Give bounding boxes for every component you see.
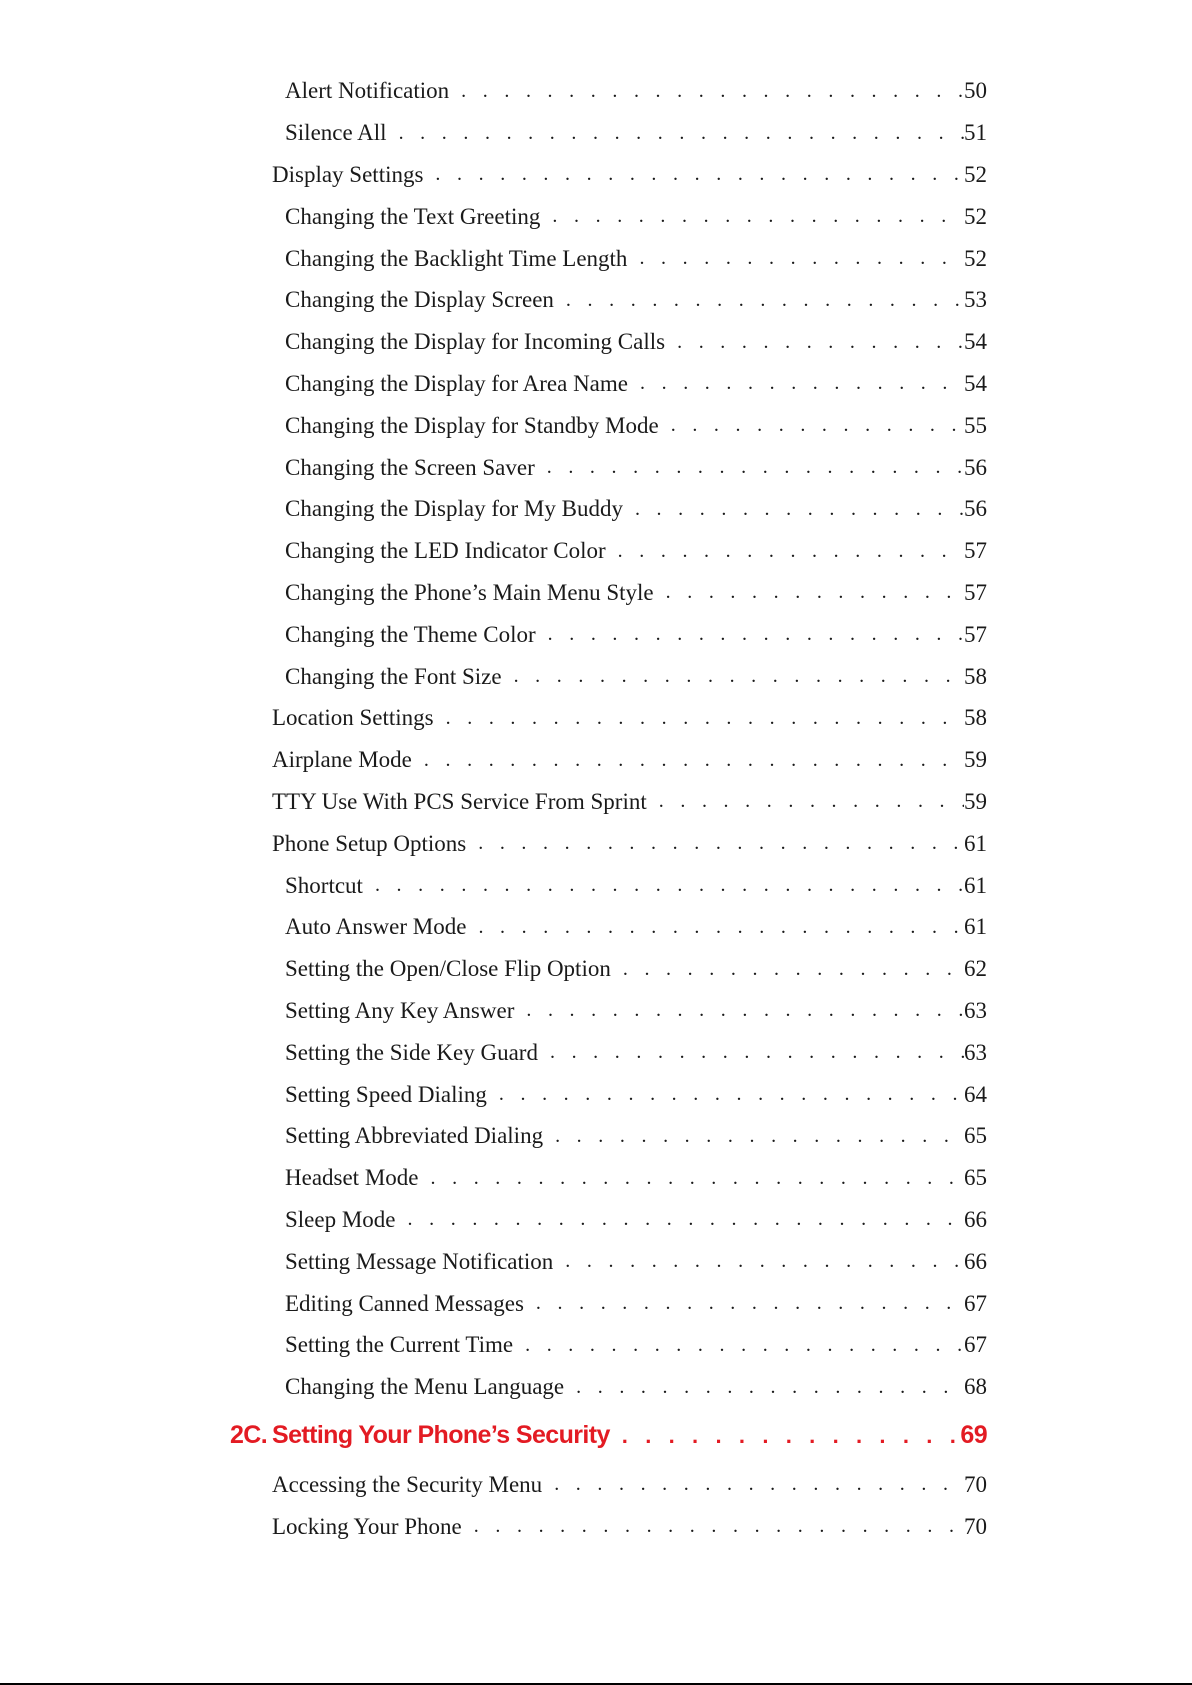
dot-leader [408, 1209, 964, 1229]
dot-leader [554, 1474, 964, 1494]
toc-entry-title: Display Settings [272, 161, 424, 187]
toc-entry[interactable] [0, 1505, 1192, 1547]
dot-leader [659, 791, 964, 811]
toc-entry-title: Setting Message Notification [285, 1248, 554, 1274]
toc-entry-title: Headset Mode [285, 1165, 419, 1191]
toc-entry[interactable] [0, 70, 1192, 112]
toc-entry[interactable] [0, 697, 1192, 739]
table-of-contents [0, 70, 1192, 1547]
toc-entry-page-number: 57 [964, 579, 987, 605]
toc-entry-title: Setting Abbreviated Dialing [285, 1123, 544, 1149]
toc-entry-page-number: 65 [964, 1165, 987, 1191]
toc-entry-page-number: 70 [964, 1513, 987, 1539]
toc-entry-page-number: 65 [964, 1123, 987, 1149]
toc-entry[interactable] [0, 154, 1192, 196]
dot-leader [375, 875, 964, 895]
toc-entry-title: Phone Setup Options [272, 830, 467, 856]
toc-entry-title: Alert Notification [285, 78, 450, 104]
toc-entry-page-number: 54 [964, 329, 987, 355]
dot-leader [431, 1168, 965, 1188]
toc-entry-page-number: 64 [964, 1081, 987, 1107]
toc-entry-title: Setting Any Key Answer [285, 997, 515, 1023]
dot-leader [576, 1377, 964, 1397]
toc-entry-page-number: 52 [964, 161, 987, 187]
toc-entry[interactable] [0, 1282, 1192, 1324]
toc-entry-page-number: 59 [964, 788, 987, 814]
dot-leader [639, 248, 964, 268]
toc-entry-page-number: 58 [964, 705, 987, 731]
dot-leader [478, 833, 964, 853]
toc-entry-title: Setting the Current Time [285, 1332, 514, 1358]
toc-entry[interactable] [0, 906, 1192, 948]
toc-entry[interactable] [0, 572, 1192, 614]
toc-entry-title: Sleep Mode [285, 1206, 396, 1232]
toc-entry-title: Silence All [285, 120, 387, 146]
dot-leader [565, 1251, 964, 1271]
toc-entry-title: Changing the Text Greeting [285, 203, 541, 229]
dot-leader [550, 1042, 964, 1062]
dot-leader [525, 1335, 964, 1355]
toc-entry[interactable] [0, 488, 1192, 530]
toc-entry-title: Changing the Backlight Time Length [285, 245, 628, 271]
toc-entry[interactable] [0, 1073, 1192, 1115]
toc-entry-page-number: 52 [964, 245, 987, 271]
toc-entry-title: Changing the LED Indicator Color [285, 538, 606, 564]
toc-entries-list [0, 1464, 1192, 1548]
toc-entry-page-number: 68 [964, 1374, 987, 1400]
toc-entry-title: Setting the Open/Close Flip Option [285, 956, 611, 982]
dot-leader [622, 1425, 961, 1447]
toc-entry-title: Changing the Display Screen [285, 287, 554, 313]
toc-entry[interactable] [0, 822, 1192, 864]
dot-leader [623, 959, 964, 979]
toc-entry[interactable] [0, 195, 1192, 237]
chapter-number: 2C. [230, 1421, 268, 1449]
toc-entry[interactable] [0, 112, 1192, 154]
toc-entry-title: Changing the Phone’s Main Menu Style [285, 579, 654, 605]
toc-entry-page-number: 58 [964, 663, 987, 689]
dot-leader [555, 1126, 964, 1146]
dot-leader [446, 708, 964, 728]
toc-entry-page-number: 67 [964, 1332, 987, 1358]
toc-entry-title: Changing the Display for Incoming Calls [285, 329, 666, 355]
dot-leader [671, 415, 964, 435]
chapter-page-number: 69 [960, 1421, 987, 1449]
toc-entry[interactable] [0, 446, 1192, 488]
dot-leader [666, 582, 964, 602]
toc-entry-title: Changing the Theme Color [285, 621, 536, 647]
toc-entry[interactable] [0, 948, 1192, 990]
toc-entry[interactable] [0, 781, 1192, 823]
dot-leader [514, 666, 964, 686]
toc-entry-title: Changing the Screen Saver [285, 454, 535, 480]
toc-entry-title: Changing the Display for Area Name [285, 370, 628, 396]
dot-leader [677, 332, 964, 352]
toc-entry-page-number: 52 [964, 203, 987, 229]
toc-entry-title: Accessing the Security Menu [272, 1471, 543, 1497]
toc-entry-page-number: 61 [964, 872, 987, 898]
toc-entry-title: Location Settings [272, 705, 434, 731]
toc-entry-page-number: 53 [964, 287, 987, 313]
toc-entry[interactable] [0, 530, 1192, 572]
dot-leader [435, 164, 964, 184]
toc-entry-page-number: 70 [964, 1471, 987, 1497]
toc-entry[interactable] [0, 1464, 1192, 1506]
toc-entry[interactable] [0, 1115, 1192, 1157]
toc-entry-page-number: 66 [964, 1206, 987, 1232]
toc-entry[interactable] [0, 321, 1192, 363]
dot-leader [536, 1293, 964, 1313]
dot-leader [618, 541, 964, 561]
dot-leader [635, 499, 964, 519]
toc-entry-title: Changing the Display for Standby Mode [285, 412, 659, 438]
toc-entry[interactable] [0, 739, 1192, 781]
toc-entry[interactable] [0, 990, 1192, 1032]
toc-entry-page-number: 61 [964, 830, 987, 856]
toc-entry[interactable] [0, 404, 1192, 446]
toc-entry[interactable] [0, 1199, 1192, 1241]
toc-entry-title: Setting Speed Dialing [285, 1081, 487, 1107]
toc-entry[interactable] [0, 1366, 1192, 1408]
toc-entry-page-number: 59 [964, 747, 987, 773]
toc-entry[interactable] [0, 864, 1192, 906]
toc-entry-page-number: 57 [964, 538, 987, 564]
toc-entry-title: Airplane Mode [272, 747, 412, 773]
dot-leader [552, 206, 964, 226]
dot-leader [640, 373, 964, 393]
toc-entry[interactable] [0, 1157, 1192, 1199]
toc-entry[interactable] [0, 613, 1192, 655]
toc-entry[interactable] [0, 1031, 1192, 1073]
toc-entry-page-number: 66 [964, 1248, 987, 1274]
toc-entry-title: Changing the Font Size [285, 663, 502, 689]
toc-entry[interactable] [0, 279, 1192, 321]
toc-entry[interactable] [0, 363, 1192, 405]
dot-leader [548, 624, 964, 644]
dot-leader [478, 917, 964, 937]
dot-leader [424, 750, 964, 770]
chapter-title: Setting Your Phone’s Security [272, 1421, 610, 1449]
toc-entry-page-number: 51 [964, 120, 987, 146]
toc-entry-page-number: 56 [964, 496, 987, 522]
toc-entry[interactable] [0, 1324, 1192, 1366]
dot-leader [547, 457, 964, 477]
toc-entry-page-number: 54 [964, 370, 987, 396]
toc-entry-title: Auto Answer Mode [285, 914, 467, 940]
dot-leader [399, 123, 964, 143]
toc-entry-page-number: 56 [964, 454, 987, 480]
toc-entry[interactable] [0, 237, 1192, 279]
dot-leader [566, 290, 964, 310]
toc-entry-page-number: 55 [964, 412, 987, 438]
toc-entry[interactable] [0, 655, 1192, 697]
dot-leader [474, 1516, 964, 1536]
toc-chapter-heading[interactable] [0, 1408, 1192, 1464]
toc-entry-page-number: 67 [964, 1290, 987, 1316]
toc-entry-title: Editing Canned Messages [285, 1290, 524, 1316]
toc-entry-title: Setting the Side Key Guard [285, 1039, 538, 1065]
toc-entry-page-number: 57 [964, 621, 987, 647]
toc-entry-title: TTY Use With PCS Service From Sprint [272, 788, 647, 814]
toc-entry-page-number: 61 [964, 914, 987, 940]
toc-entry[interactable] [0, 1240, 1192, 1282]
dot-leader [499, 1084, 964, 1104]
toc-entry-title: Shortcut [285, 872, 363, 898]
toc-entry-title: Changing the Menu Language [285, 1374, 565, 1400]
toc-entry-title: Changing the Display for My Buddy [285, 496, 623, 522]
toc-entry-page-number: 50 [964, 78, 987, 104]
toc-entry-title: Locking Your Phone [272, 1513, 462, 1539]
toc-entries-list [0, 70, 1192, 1408]
toc-entry-page-number: 62 [964, 956, 987, 982]
dot-leader [526, 1000, 964, 1020]
toc-entry-page-number: 63 [964, 1039, 987, 1065]
toc-entry-page-number: 63 [964, 997, 987, 1023]
dot-leader [461, 81, 964, 101]
